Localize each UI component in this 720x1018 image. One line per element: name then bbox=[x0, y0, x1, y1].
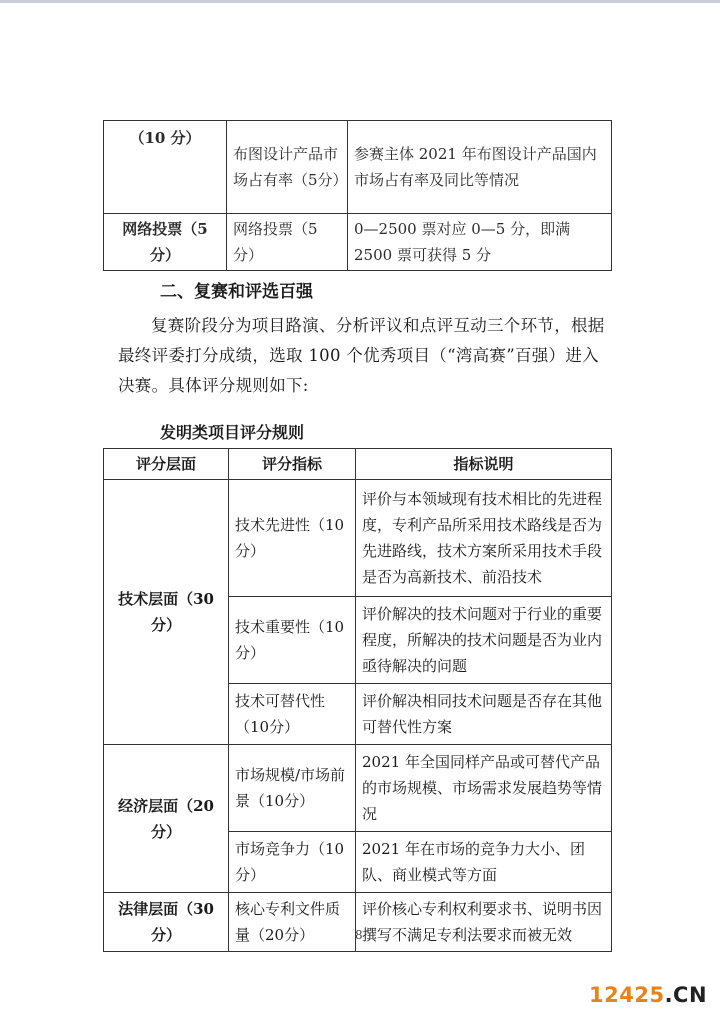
table-row bbox=[104, 745, 612, 832]
table-cell: 0—2500 票对应 0—5 分，即满 2500 票可获得 5 分 bbox=[348, 214, 612, 271]
description-cell: 2021 年全国同样产品或可替代产品的市场规模、市场需求发展趋势等情况 bbox=[356, 745, 612, 832]
header-cell: 评分指标 bbox=[229, 449, 356, 480]
table-row bbox=[104, 893, 612, 952]
description-cell: 评价解决的技术问题对于行业的重要程度，所解决的技术问题是否为业内亟待解决的问题 bbox=[356, 597, 612, 684]
indicator-cell: 市场规模/市场前景（10分） bbox=[229, 745, 356, 832]
indicator-cell: 技术重要性（10分） bbox=[229, 597, 356, 684]
table-header-row bbox=[104, 449, 612, 480]
header-cell: 指标说明 bbox=[356, 449, 612, 480]
layer-cell: 经济层面（20 分） bbox=[104, 745, 229, 893]
score-table-continued bbox=[103, 120, 612, 271]
table-cell: 布图设计产品市场占有率（5分） bbox=[227, 121, 348, 214]
table-row bbox=[104, 480, 612, 597]
top-border bbox=[0, 0, 720, 3]
indicator-cell: 技术先进性（10分） bbox=[229, 480, 356, 597]
table-row bbox=[104, 214, 612, 271]
table-title: 发明类项目评分规则 bbox=[160, 423, 305, 442]
watermark-digits: 12425 bbox=[589, 983, 665, 1007]
scoring-rules-table bbox=[103, 448, 612, 952]
indicator-cell: 市场竞争力（10分） bbox=[229, 832, 356, 893]
description-cell: 2021 年在市场的竞争力大小、团队、商业模式等方面 bbox=[356, 832, 612, 893]
description-cell: 评价与本领域现有技术相比的先进程度，专利产品所采用技术路线是否为先进路线，技术方案所采用技术手段是否为高新技术、前沿技术 bbox=[356, 480, 612, 597]
description-cell: 评价解决相同技术问题是否存在其他可替代性方案 bbox=[356, 684, 612, 745]
layer-cell: 技术层面（30 分） bbox=[104, 480, 229, 745]
site-watermark bbox=[589, 983, 707, 1007]
table-cell: （10 分） bbox=[104, 121, 227, 214]
table-cell: 网络投票（5 分） bbox=[104, 214, 227, 271]
page-number: 8 bbox=[355, 928, 363, 942]
layer-cell: 法律层面（30 分） bbox=[104, 893, 229, 952]
table-row bbox=[104, 121, 612, 214]
indicator-cell: 核心专利文件质量（20分） bbox=[229, 893, 356, 952]
paragraph-text: 复赛阶段分为项目路演、分析评议和点评互动三个环节，根据最终评委打分成绩，选取 100 个优秀项目（“湾高赛”百强）进入决赛。具体评分规则如下: bbox=[118, 316, 605, 395]
indicator-cell: 技术可替代性（10分） bbox=[229, 684, 356, 745]
section-paragraph bbox=[118, 311, 614, 401]
table-cell: 网络投票（5 分） bbox=[227, 214, 348, 271]
section-heading: 二、复赛和评选百强 bbox=[160, 282, 313, 302]
table-cell: 参赛主体 2021 年布图设计产品国内市场占有率及同比等情况 bbox=[348, 121, 612, 214]
watermark-suffix: .CN bbox=[664, 983, 708, 1007]
description-cell: 评价核心专利权利要求书、说明书因撰写不满足专利法要求而被无效 bbox=[356, 893, 612, 952]
header-cell: 评分层面 bbox=[104, 449, 229, 480]
